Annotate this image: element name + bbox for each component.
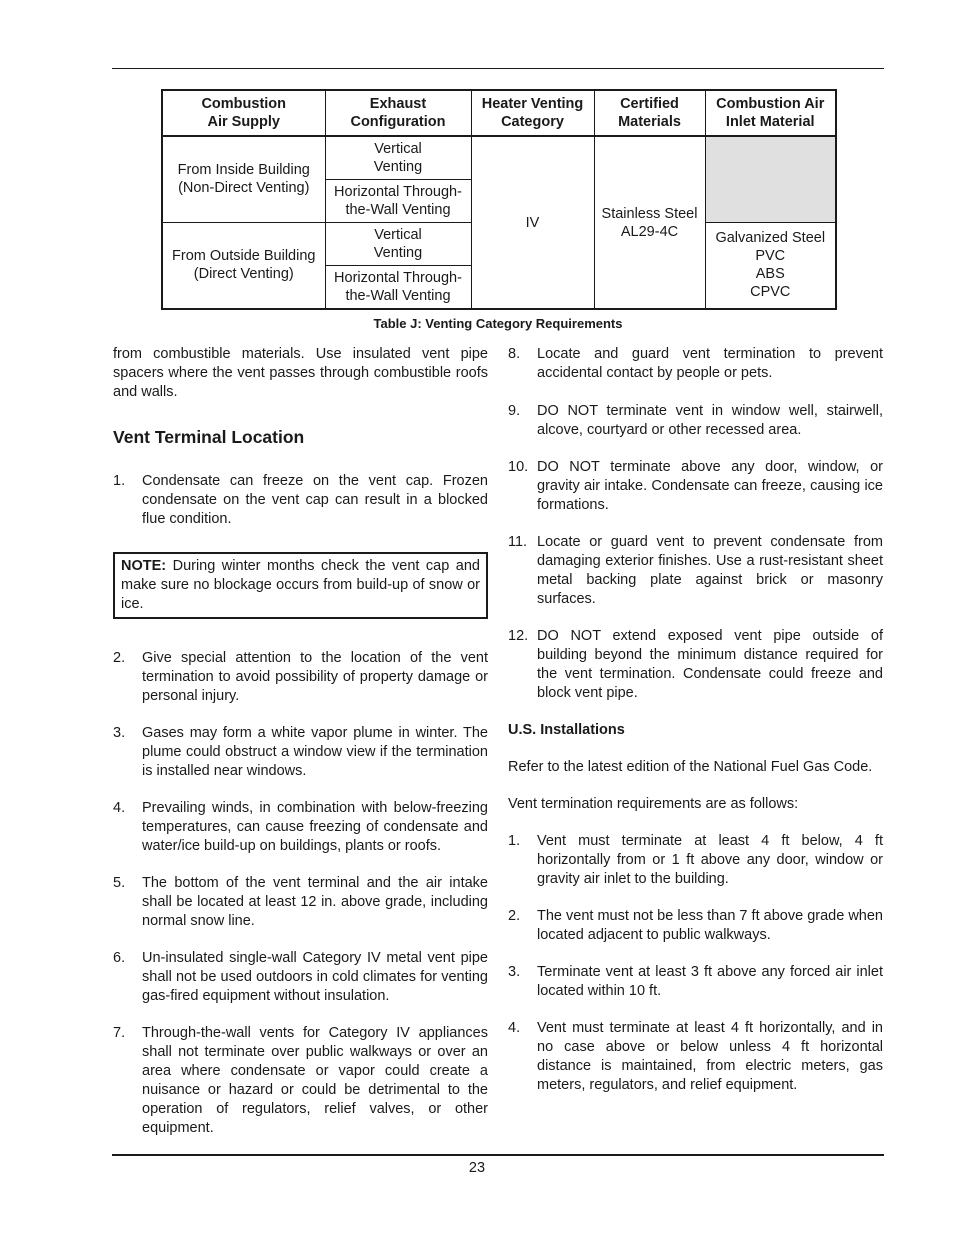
us-installations-heading: U.S. Installations [508,722,625,738]
cell-inside-building: From Inside Building (Non-Direct Venting) [162,136,325,222]
list-item: 4. Vent must terminate at least 4 ft horizontally, and in no case above or below unless 4 ft horizontal distance is maintained, from electric meters, gas meters, regulators, and relief equipment. [508,1020,883,1093]
list-item: 7. Through-the-wall vents for Category IV appliances shall not terminate over public walkways or over an area where condensate or vapor could create a nuisance or hazard or could be detrimental to the operation of regulators, relief valves, or other equipment. [113,1025,488,1136]
header-certified-materials: Certified Materials [594,90,705,136]
header-combustion-air-supply: Combustion Air Supply [162,90,325,136]
right-column [508,345,883,1095]
left-list [113,649,488,1138]
list-item: 5. The bottom of the vent terminal and the air intake shall be located at least 12 in. above grade, including normal snow line. [113,875,488,929]
cell-certified-materials: Stainless Steel AL29-4C [594,136,705,309]
list-item: 1. Condensate can freeze on the vent cap. Frozen condensate on the vent cap can result in a blocked flue condition. [113,473,488,527]
cell-shaded-blank [705,136,836,222]
intro-paragraph: from combustible materials. Use insulated vent pipe spacers where the vent passes through combustible roofs and walls. [113,346,488,400]
table-header-row [162,90,836,136]
list-item: 6. Un-insulated single-wall Category IV metal vent pipe shall not be used outdoors in cold climates for venting gas-fired equipment without insulation. [113,950,488,1004]
section-heading: Vent Terminal Location [113,427,305,447]
list-item: 8. Locate and guard vent termination to prevent accidental contact by people or pets. [508,346,883,381]
list-item: 10. DO NOT terminate above any door, window, or gravity air intake. Condensate can freeze, causing ice formations. [508,459,883,513]
list-item: 3. Gases may form a white vapor plume in winter. The plume could obstruct a window view if the termination is installed near windows. [113,725,488,779]
list-item: 2. Give special attention to the location of the vent termination to avoid possibility of property damage or personal injury. [113,650,488,704]
note-label: NOTE: [121,558,167,574]
cell-horizontal-venting: Horizontal Through- the-Wall Venting [325,265,471,309]
table-caption: Table J: Venting Category Requirements [373,316,623,331]
list-item: 12. DO NOT extend exposed vent pipe outside of building beyond the minimum distance required for the vent termination. Condensate could freeze and block vent pipe. [508,628,883,701]
header-venting-category: Heater Venting Category [471,90,594,136]
cell-outside-building: From Outside Building (Direct Venting) [162,222,325,309]
list-item: 1. Vent must terminate at least 4 ft below, 4 ft horizontally from or 1 ft above any door, window or gravity air inlet to the building. [508,833,883,887]
refer-paragraph: Refer to the latest edition of the National Fuel Gas Code. [508,759,873,775]
cell-horizontal-venting: Horizontal Through- the-Wall Venting [325,180,471,223]
note-box [113,552,488,619]
page-number: 23 [468,1160,486,1176]
cell-inlet-materials: Galvanized Steel PVC ABS CPVC [705,222,836,309]
cell-category: IV [471,136,594,309]
venting-category-table [161,89,837,310]
list-item: 11. Locate or guard vent to prevent condensate from damaging exterior finishes. Use a rust-resistant sheet metal backing plate against brick or masonry surfaces. [508,534,883,607]
cell-vertical-venting: Vertical Venting [325,222,471,265]
header-inlet-material: Combustion Air Inlet Material [705,90,836,136]
list-item: 4. Prevailing winds, in combination with below-freezing temperatures, can cause freezing of condensate and water/ice build-up on buildings, plants or roofs. [113,800,488,854]
list-item: 9. DO NOT terminate vent in window well, stairwell, alcove, courtyard or other recessed area. [508,403,883,438]
list-item: 3. Terminate vent at least 3 ft above any forced air inlet located within 10 ft. [508,964,883,999]
left-column [113,345,488,1138]
cell-vertical-venting: Vertical Venting [325,136,471,180]
list-item: 2. The vent must not be less than 7 ft above grade when located adjacent to public walkways. [508,908,883,943]
table-row [162,136,836,180]
note-text: During winter months check the vent cap and make sure no blockage occurs from build-up of snow or ice. [121,558,480,612]
top-rule [112,68,884,69]
header-exhaust-configuration: Exhaust Configuration [325,90,471,136]
requirements-intro: Vent termination requirements are as follows: [508,796,799,812]
bottom-rule [112,1154,884,1156]
